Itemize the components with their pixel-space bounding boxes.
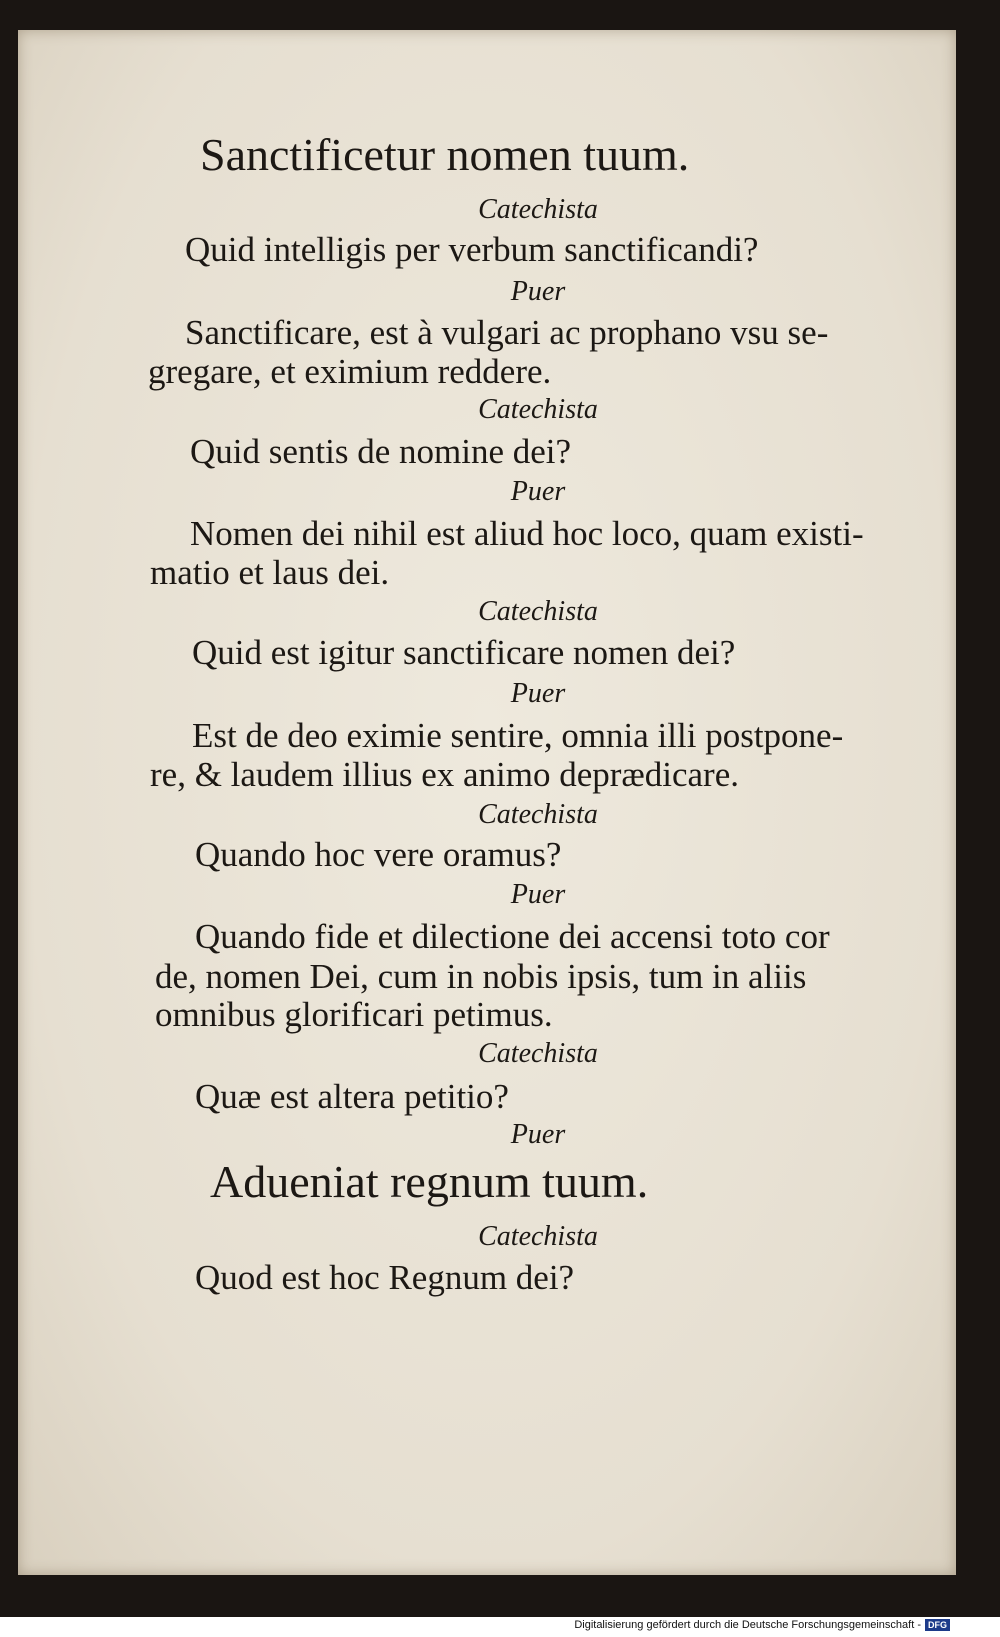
- footer: [574, 1619, 950, 1631]
- text-line: gregare, et eximium reddere.: [148, 352, 552, 391]
- speaker-label: Catechista: [478, 1038, 598, 1070]
- speaker-label: Catechista: [478, 596, 598, 628]
- text-line: Quid sentis de nomine dei?: [190, 432, 572, 471]
- text-line: Sanctificare, est à vulgari ac prophano vsu se-: [185, 313, 829, 352]
- text-line: re, & laudem illius ex animo deprædicare.: [150, 755, 739, 794]
- text-line: Quid intelligis per verbum sanctificandi?: [185, 230, 759, 269]
- text-line: omnibus glorificari petimus.: [155, 995, 553, 1034]
- speaker-label: Puer: [510, 476, 566, 508]
- text-line: Quid est igitur sanctificare nomen dei?: [192, 633, 736, 672]
- speaker-label: Puer: [510, 1119, 566, 1151]
- speaker-label: Catechista: [478, 394, 598, 426]
- text-line: Est de deo eximie sentire, omnia illi postpone-: [192, 716, 844, 755]
- speaker-label: Puer: [510, 879, 566, 911]
- petition-heading: Sanctificetur nomen tuum.: [200, 129, 690, 181]
- speaker-label: Catechista: [478, 1221, 598, 1253]
- speaker-label: Puer: [510, 678, 566, 710]
- text-line: Nomen dei nihil est aliud hoc loco, quam existi-: [190, 514, 864, 553]
- petition-heading: Adueniat regnum tuum.: [210, 1156, 649, 1208]
- text-line: Quando hoc vere oramus?: [195, 835, 562, 874]
- text-line: Quod est hoc Regnum dei?: [195, 1258, 575, 1297]
- speaker-label: Catechista: [478, 194, 598, 226]
- footer-credit: Digitalisierung gefördert durch die Deutsche Forschungsgemeinschaft -: [574, 1619, 921, 1631]
- speaker-label: Catechista: [478, 799, 598, 831]
- dfg-logo: DFG: [925, 1619, 950, 1631]
- text-line: matio et laus dei.: [150, 553, 390, 592]
- text-line: Quæ est altera petitio?: [195, 1077, 509, 1116]
- speaker-label: Puer: [510, 276, 566, 308]
- text-line: Quando fide et dilectione dei accensi toto cor: [195, 917, 830, 956]
- text-line: de, nomen Dei, cum in nobis ipsis, tum in aliis: [155, 957, 807, 996]
